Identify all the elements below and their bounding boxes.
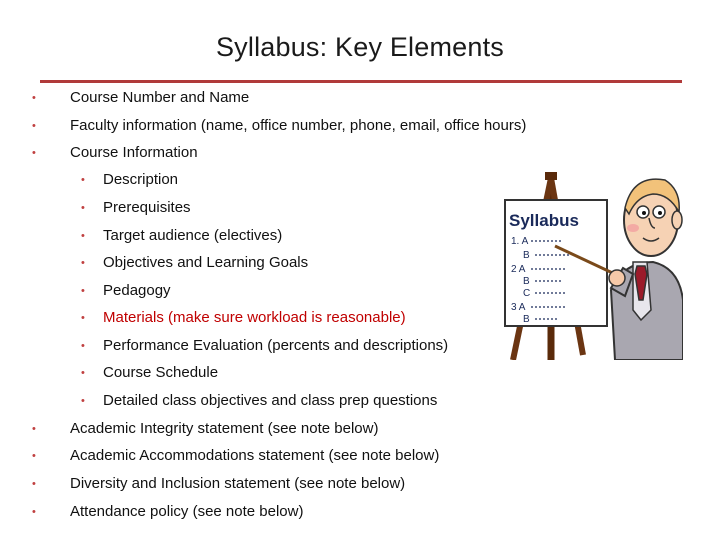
bullet-item: • Faculty information (name, office number, phone, email, office hours) <box>32 117 527 134</box>
bullet-icon: • <box>32 120 36 132</box>
board-line: 2 A <box>511 264 526 275</box>
sub-bullet-item: • Performance Evaluation (percents and descriptions) <box>81 337 449 354</box>
board-line: 1. A <box>511 236 529 247</box>
bullet-icon: • <box>81 230 85 242</box>
sub-bullet-item: • Prerequisites <box>81 199 191 216</box>
board-title: Syllabus <box>509 211 579 230</box>
bullet-item: • Diversity and Inclusion statement (see note below) <box>32 475 406 492</box>
bullet-icon: • <box>81 367 85 379</box>
bullet-icon: • <box>32 147 36 159</box>
bullet-item: • Course Number and Name <box>32 89 250 106</box>
bullet-icon: • <box>32 92 36 104</box>
sub-bullet-item: • Objectives and Learning Goals <box>81 254 309 271</box>
board-line: B <box>523 314 530 325</box>
bullet-icon: • <box>32 423 36 435</box>
sub-bullet-item: • Description <box>81 171 179 188</box>
sub-bullet-item: • Materials (make sure workload is reasonable) <box>81 309 406 326</box>
teacher-figure <box>609 179 683 360</box>
slide-title: Syllabus: Key Elements <box>215 32 505 62</box>
bullet-icon: • <box>81 174 85 186</box>
clipart-image <box>483 150 683 360</box>
bullet-icon: • <box>81 202 85 214</box>
bullet-icon: • <box>81 395 85 407</box>
sub-bullet-item: • Pedagogy <box>81 282 171 299</box>
teacher-syllabus-clipart <box>483 150 683 360</box>
bullet-item: • Academic Accommodations statement (see note below) <box>32 447 440 464</box>
bullet-icon: • <box>32 478 36 490</box>
bullet-icon: • <box>32 506 36 518</box>
bullet-icon: • <box>81 340 85 352</box>
board-line: B <box>523 276 530 287</box>
bullet-item: • Attendance policy (see note below) <box>32 503 304 520</box>
bullet-icon: • <box>81 312 85 324</box>
bullet-icon: • <box>81 285 85 297</box>
sub-bullet-item: • Detailed class objectives and class prep questions <box>81 392 438 409</box>
sub-bullet-item: • Target audience (electives) <box>81 227 283 244</box>
bullet-item: • Academic Integrity statement (see note below) <box>32 420 379 437</box>
highlighted-term: Materials <box>103 309 164 326</box>
bullet-icon: • <box>32 450 36 462</box>
bullet-item: • Course Information <box>32 144 198 161</box>
board-line: C <box>523 288 531 299</box>
bullet-icon: • <box>81 257 85 269</box>
board-line: B <box>523 250 530 261</box>
board-line: 3 A <box>511 302 526 313</box>
sub-bullet-item: • Course Schedule <box>81 364 219 381</box>
